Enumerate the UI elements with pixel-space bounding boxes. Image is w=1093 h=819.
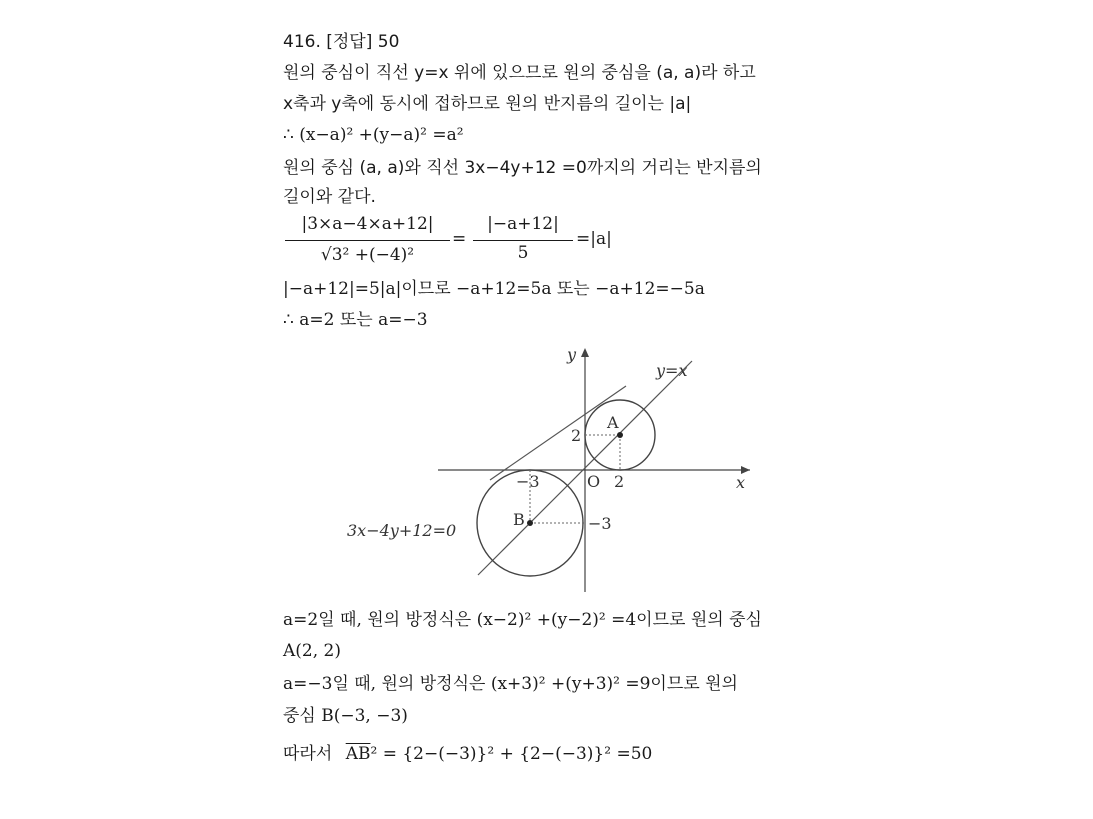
center-a-text: A(2, 2) (283, 641, 341, 661)
solution-line-4: 원의 중심 (a, a)와 직선 3x−4y+12 =0까지의 거리는 반지름의 (283, 158, 762, 178)
segment-ab: $\overline{AB}$ (345, 744, 371, 764)
tick-minus3-y: −3 (588, 514, 612, 533)
center-b-text: 중심 B(−3, −3) (283, 706, 408, 726)
therefore-word: 따라서 (283, 744, 333, 764)
fraction-denominator-2: 5 (517, 243, 529, 263)
circle-equation-general: ∴ (x−a)² +(y−a)² =a² (283, 125, 464, 145)
y-axis-arrow-icon (581, 348, 589, 357)
problem-header: 416. [정답] 50 (283, 32, 400, 52)
tangent-line (490, 386, 626, 480)
final-computation: ² = {2−(−3)}² + {2−(−3)}² =50 (370, 744, 653, 764)
y-axis-label: y (567, 345, 577, 364)
solution-line-9: a=2일 때, 원의 방정식은 (x−2)² +(y−2)² =4이므로 원의 중심 (283, 610, 762, 630)
center-a (617, 432, 623, 438)
point-a-label: A (607, 413, 619, 432)
fraction-numerator-1: |3×a−4×a+12| (301, 214, 434, 234)
line-yx-label: y=x (656, 361, 688, 380)
circles-figure (330, 340, 760, 600)
equals-sign-1: = (452, 229, 467, 249)
origin-label: O (587, 472, 601, 491)
tangent-line-label: 3x−4y+12=0 (347, 521, 457, 540)
fraction-bar-1 (285, 240, 450, 241)
point-b-label: B (513, 510, 525, 529)
tick-2-y: 2 (571, 426, 582, 445)
tick-2-x: 2 (614, 472, 625, 491)
equals-abs-a: =|a| (576, 229, 612, 249)
tick-minus3-x: −3 (516, 472, 540, 491)
solution-line-11: a=−3일 때, 원의 방정식은 (x+3)² +(y+3)² =9이므로 원의 (283, 674, 738, 694)
solution-line-2: x축과 y축에 동시에 접하므로 원의 반지름의 길이는 |a| (283, 94, 692, 114)
solution-line-5: 길이와 같다. (283, 187, 376, 207)
solution-line-8: ∴ a=2 또는 a=−3 (283, 310, 428, 330)
center-b (527, 520, 533, 526)
fraction-denominator-1: √3² +(−4)² (320, 245, 415, 265)
solution-line-7: |−a+12|=5|a|이므로 −a+12=5a 또는 −a+12=−5a (283, 279, 705, 299)
fraction-numerator-2: |−a+12| (487, 214, 559, 234)
solution-line-1: 원의 중심이 직선 y=x 위에 있으므로 원의 중심을 (a, a)라 하고 (283, 63, 756, 83)
final-answer-line (283, 743, 652, 765)
x-axis-label: x (736, 473, 746, 492)
fraction-bar-2 (473, 240, 573, 241)
